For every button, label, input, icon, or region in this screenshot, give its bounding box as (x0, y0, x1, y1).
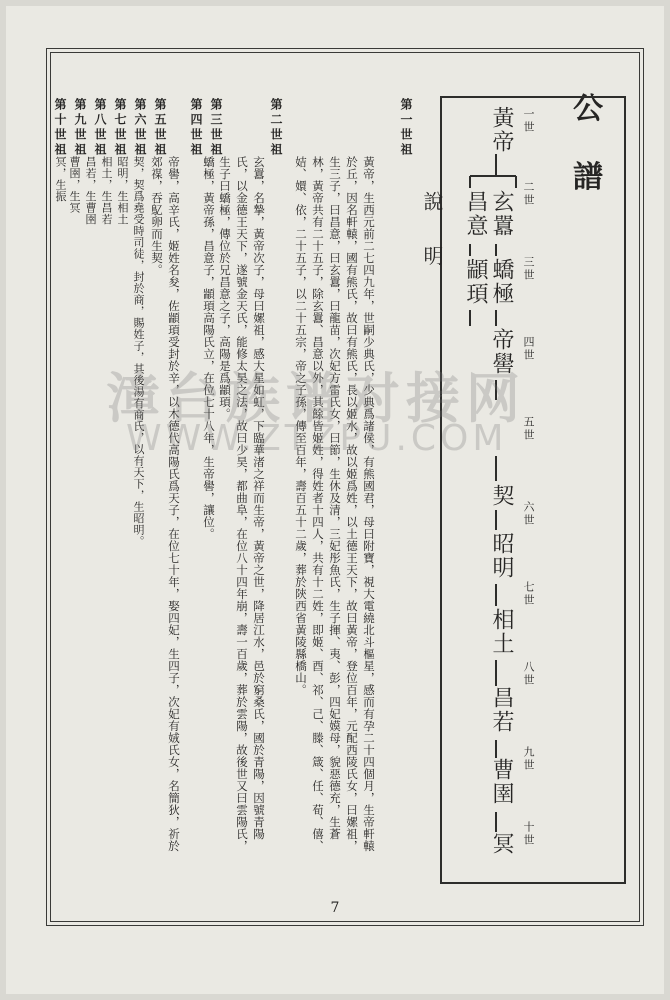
section-text: 黃帝，生西元前二七四九年，世嗣少典氏，少典爲諸侯，有熊國君，母曰附寶，視大電繞北斗樞星，感而有孕二十四個月，生帝軒轅於丘，因名軒轅，國有熊氏，故曰有熊氏，長以姬水，故以姬爲姓，以土德王天下，故曰黃帝，登位百年，元配西陵氏女，曰嫘祖，生三子，曰昌意，曰玄囂，曰龍苗，次妃方雷氏女，曰節，生休及清，三妃彤魚氏，生子揮、夷、彭，四妃嫫母，貌惡德充，生蒼林，黃帝共有二十五子，除玄囂、昌意以外，其餘皆姬姓，得姓者十四人，共有十二姓，即姬、酉、祁、己、滕、箴、任、荀、僖、姞、嬛、依，二十五子，以二十五宗，帝之子孫，傳至百年，壽百五十二歲，葬於陝西省黃陵縣橋山。 (294, 156, 376, 852)
lineage-gen5: 契 (489, 484, 514, 508)
lineage-gen9: 曹圉 (489, 758, 514, 806)
lineage-gen4: 帝嚳 (489, 328, 514, 376)
section-text: 玄囂，名摯，黃帝次子，母曰嫘祖，感大星如虹，下臨華渚之祥而生帝，黃帝之世，降居江水，邑於窮桑氏，國於青陽，因號青陽氏，以金德王天下，遂號金天氏，能修太昊之法，故曰少昊，都曲阜，在位八十四年崩，壽一百歲，葬於雲陽，故後世又曰雲陽氏，生子曰蟜極，傳位於兄昌意之子，高陽是爲顓頊。 (218, 156, 266, 852)
page-number: 7 (330, 900, 340, 916)
watermark-url: WWW.ZTZPU.COM (126, 418, 508, 459)
section-heading: 第八世祖 (93, 98, 107, 158)
section-heading: 第五世祖 (153, 98, 167, 158)
section-heading: 第一世祖 (399, 98, 413, 158)
watermark: 漳台族谱对接网 (106, 367, 526, 430)
lineage-gen7: 相土 (489, 608, 514, 656)
section-heading: 第二世祖 (269, 98, 283, 158)
document-page (6, 6, 664, 994)
generation-label: 十世 (522, 821, 535, 847)
generation-label: 八世 (522, 661, 535, 687)
section-text: 蟜極，黃帝孫，昌意子，顓頊高陽氏立，在位七十八年，生帝嚳，讓位。 (202, 156, 216, 540)
lineage-gen3-upper: 蟜極 (489, 258, 514, 306)
lineage-gen2-upper: 玄囂 (489, 190, 514, 238)
lineage-gen6: 昭明 (489, 532, 514, 580)
generation-label: 九世 (522, 746, 535, 772)
generation-label: 七世 (522, 581, 535, 607)
section-heading: 第九世祖 (73, 98, 87, 158)
section-text: 昌若，生曹圉 (84, 156, 97, 225)
lineage-gen10: 冥 (489, 832, 514, 856)
page-title: 公 譜 (567, 92, 602, 205)
section-text: 昭明，生相土 (116, 156, 129, 225)
section-heading: 第三世祖 (209, 98, 223, 158)
generation-label: 四世 (522, 336, 535, 362)
lineage-gen3-lower: 顓頊 (463, 258, 488, 306)
section-text: 帝嚳，高辛氏，姬姓名夋，佐顓頊受封於辛，以木德代高陽氏爲天子，在位七十年，娶四妃，生四子，次妃有娀氏女，名簡狄，祈於郊禖，吞鳦卵而生契。 (150, 156, 181, 852)
lineage-gen2-lower: 昌意 (463, 190, 488, 238)
generation-label: 三世 (522, 256, 535, 282)
section-heading: 第六世祖 (133, 98, 147, 158)
section-heading: 第四世祖 (189, 98, 203, 158)
section-text: 相土，生昌若 (100, 156, 113, 225)
section-heading: 第十世祖 (53, 98, 67, 158)
section-text: 契，契爲堯受時司徒，封於商，賜姓子，其後湯有商氏，以有天下，生昭明。 (132, 156, 145, 547)
generation-label: 二世 (522, 181, 535, 207)
section-text: 冥，生振 (54, 156, 67, 202)
section-heading: 第七世祖 (113, 98, 127, 158)
generation-label: 一世 (522, 108, 535, 134)
generation-label: 六世 (522, 501, 535, 527)
section-text: 曹圉，生冥 (68, 156, 81, 214)
lineage-gen8: 昌若 (489, 686, 514, 734)
lineage-gen1: 黃帝 (489, 106, 514, 154)
generation-label: 五世 (522, 416, 535, 442)
explanation-heading: 說 明 (420, 191, 444, 280)
